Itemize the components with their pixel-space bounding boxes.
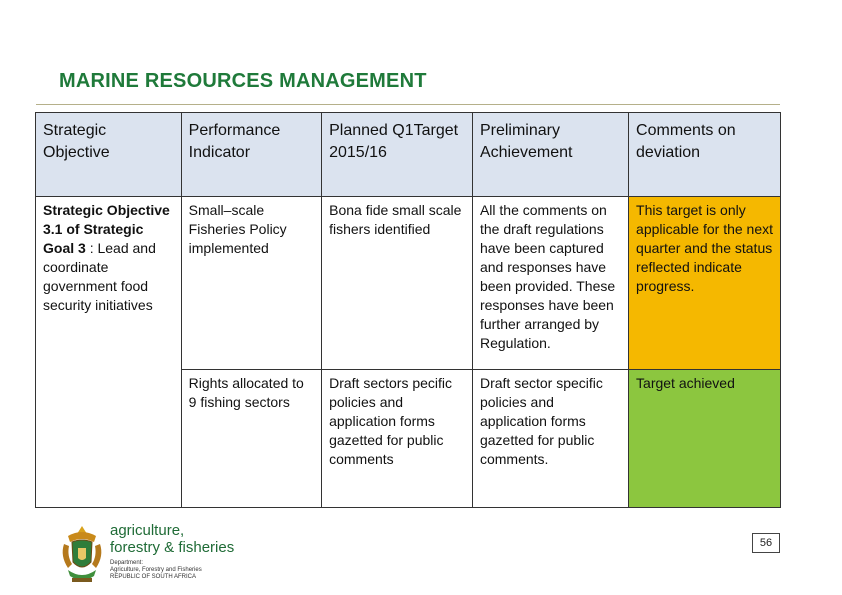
comments-cell: Target achieved bbox=[629, 370, 781, 508]
header-preliminary-achievement: Preliminary Achievement bbox=[472, 113, 628, 197]
target-cell: Draft sectors pecific policies and application forms gazetted for public comments bbox=[322, 370, 473, 508]
page-title: MARINE RESOURCES MANAGEMENT bbox=[59, 70, 427, 92]
dept-line-2: Agriculture, Forestry and Fisheries bbox=[110, 567, 202, 573]
logo-line-2: forestry & fisheries bbox=[110, 539, 235, 556]
objective-bold-text: Strategic Objective 3.1 of Strategic Goal 3 bbox=[43, 202, 170, 256]
department-text bbox=[110, 560, 202, 581]
dept-line-3: REPUBLIC OF SOUTH AFRICA bbox=[110, 574, 197, 580]
strategic-objective-cell-empty bbox=[36, 370, 182, 508]
objective-description: : Lead and coordinate government food security initiatives bbox=[43, 240, 156, 313]
achievement-cell: All the comments on the draft regulations have been captured and responses have been provided. These responses have been further arranged by Regulation. bbox=[472, 197, 628, 370]
table-header-row bbox=[36, 113, 781, 197]
header-strategic-objective: Strategic Objective bbox=[36, 113, 182, 197]
table-row bbox=[36, 197, 781, 370]
department-logo bbox=[58, 522, 248, 588]
page-number: 56 bbox=[752, 533, 780, 553]
logo-line-1: agriculture, bbox=[110, 522, 185, 539]
logo-text bbox=[110, 522, 234, 556]
header-planned-target: Planned Q1Target 2015/16 bbox=[322, 113, 473, 197]
header-comments-on-deviation: Comments on deviation bbox=[629, 113, 781, 197]
coat-of-arms-icon bbox=[58, 522, 106, 586]
dept-line-1: Department: bbox=[110, 560, 144, 566]
indicator-cell: Small–scale Fisheries Policy implemented bbox=[181, 197, 321, 370]
achievement-cell: Draft sector specific policies and application forms gazetted for public comments. bbox=[472, 370, 628, 508]
strategic-objective-cell bbox=[36, 197, 182, 370]
comments-cell: This target is only applicable for the next quarter and the status reflected indicate progress. bbox=[629, 197, 781, 370]
title-divider bbox=[36, 104, 780, 105]
table-row bbox=[36, 370, 781, 508]
indicator-cell: Rights allocated to 9 fishing sectors bbox=[181, 370, 321, 508]
target-cell: Bona fide small scale fishers identified bbox=[322, 197, 473, 370]
marine-resources-table bbox=[35, 112, 781, 508]
header-performance-indicator: Performance Indicator bbox=[181, 113, 321, 197]
